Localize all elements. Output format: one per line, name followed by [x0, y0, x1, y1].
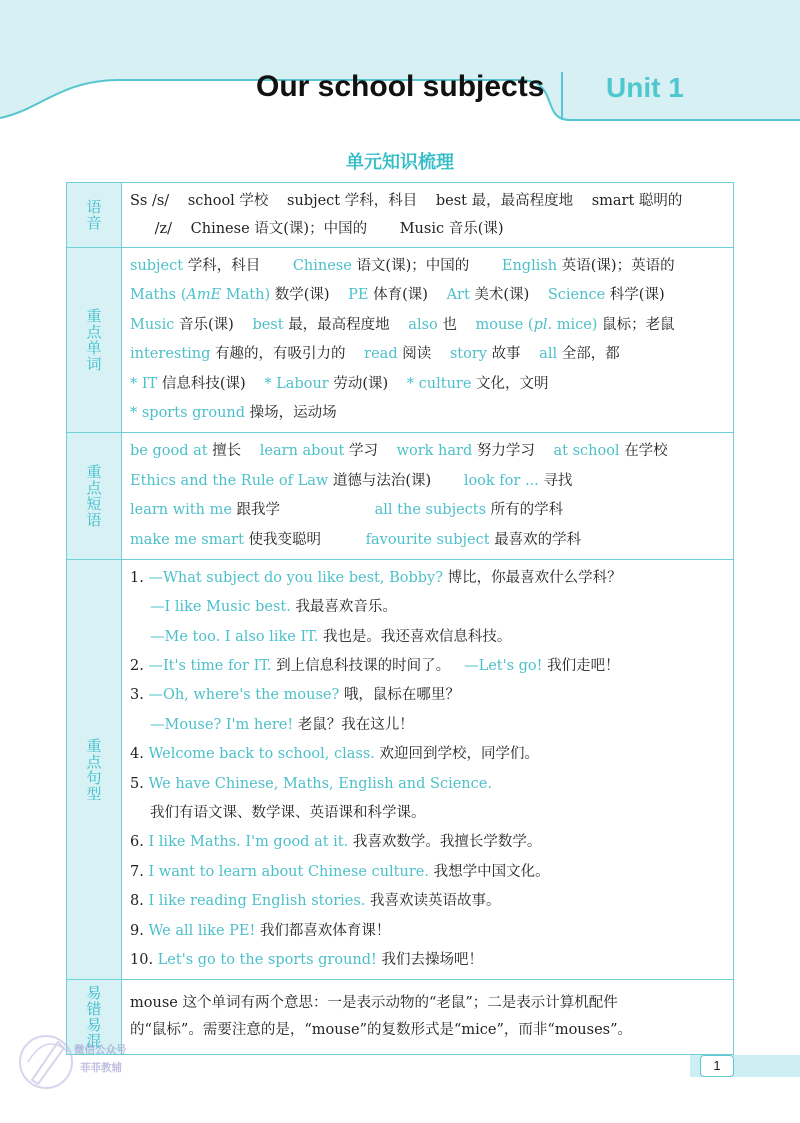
row-content [122, 248, 733, 432]
section-title: 单元知识梳理 [346, 152, 454, 173]
sentence-line: 2. —It's time for IT. 到上信息科技课的时间了。 —Let's go! 我们走吧！ [130, 658, 620, 675]
sentence-line: 3. —Oh, where's the mouse? 哦，鼠标在哪里？ [130, 687, 460, 704]
sentence-line: 5. We have Chinese, Maths, English and Science. [130, 775, 492, 792]
content-line: * IT 信息科技(课) * Labour 劳动(课) * culture 文化，文明 [130, 375, 549, 392]
sentence-line: —Mouse? I'm here! 老鼠？我在这儿！ [150, 716, 414, 733]
content-line: learn with me 跟我学 all the subjects 所有的学科 [130, 502, 564, 519]
sentence-line: 7. I want to learn about Chinese culture. 我想学中国文化。 [130, 863, 550, 880]
watermark [18, 1022, 128, 1102]
row-label: 重点短语 [67, 433, 122, 559]
sentence-line: —Me too. I also like IT. 我也是。我还喜欢信息科技。 [150, 628, 512, 645]
row-pronunciation [66, 182, 734, 248]
row-label: 易错易混 [67, 980, 122, 1054]
sentence-line: 9. We all like PE! 我们都喜欢体育课！ [130, 922, 391, 939]
watermark-line-1: 微信公众号 [74, 1044, 127, 1056]
content-line: Music 音乐(课) best 最，最高程度地 also 也 mouse (pl. mice) 鼠标；老鼠 [130, 316, 675, 333]
sentence-line: 6. I like Maths. I'm good at it. 我喜欢数学。我擅长学数学。 [130, 834, 542, 851]
sentence-line: —I like Music best. 我最喜欢音乐。 [150, 599, 397, 616]
knowledge-table [66, 182, 734, 1055]
row-label: 语音 [67, 183, 122, 247]
content-line: /z/ Chinese 语文(课)；中国的 Music 音乐(课) [154, 221, 504, 237]
content-line: be good at 擅长 learn about 学习 work hard 努力学习 at school 在学校 [130, 443, 668, 460]
watermark-line-2: 菲菲教辅 [80, 1062, 122, 1074]
content-line: 的“鼠标”。需要注意的是，“mouse”的复数形式是“mice”，而非“mouses”。 [130, 1022, 633, 1039]
row-content [122, 433, 733, 559]
content-line: Ss /s/ school 学校 subject 学科，科目 best 最，最高程度地 smart 聪明的 [130, 193, 683, 209]
content-line: Ethics and the Rule of Law 道德与法治(课) look for ... 寻找 [130, 472, 573, 489]
header-banner [0, 0, 800, 125]
row-content [122, 183, 733, 247]
unit-title: Our school subjects [256, 70, 545, 103]
row-common-mistakes [66, 980, 734, 1055]
sentence-line: 我们有语文课、数学课、英语课和科学课。 [150, 805, 426, 822]
content-line: interesting 有趣的，有吸引力的 read 阅读 story 故事 all 全部，都 [130, 346, 620, 363]
content-line: make me smart 使我变聪明 favourite subject 最喜欢的学科 [130, 531, 582, 548]
row-key-words [66, 248, 734, 433]
content-line: mouse 这个单词有两个意思：一是表示动物的“老鼠”；二是表示计算机配件 [130, 995, 618, 1012]
row-content [122, 980, 733, 1054]
row-key-sentences [66, 560, 734, 980]
row-key-phrases [66, 433, 734, 560]
row-label: 重点单词 [67, 248, 122, 432]
page-header [0, 0, 800, 125]
content-line: * sports ground 操场，运动场 [130, 404, 337, 421]
row-content [122, 560, 733, 979]
content-line: Maths (AmE Math) 数学(课) PE 体育(课) Art 美术(课) Science 科学(课) [130, 287, 665, 304]
sentence-line: 1. —What subject do you like best, Bobby? 博比，你最喜欢什么学科？ [130, 569, 622, 586]
sentence-line: 10. Let's go to the sports ground! 我们去操场吧！ [130, 951, 483, 968]
sentence-line: 8. I like reading English stories. 我喜欢读英语故事。 [130, 893, 501, 910]
unit-number: Unit 1 [606, 72, 684, 103]
page-number: 1 [700, 1055, 734, 1077]
row-label: 重点句型 [67, 560, 122, 979]
sentence-line: 4. Welcome back to school, class. 欢迎回到学校，同学们。 [130, 746, 540, 763]
content-line: subject 学科，科目 Chinese 语文(课)；中国的 English 英语(课)；英语的 [130, 258, 675, 274]
